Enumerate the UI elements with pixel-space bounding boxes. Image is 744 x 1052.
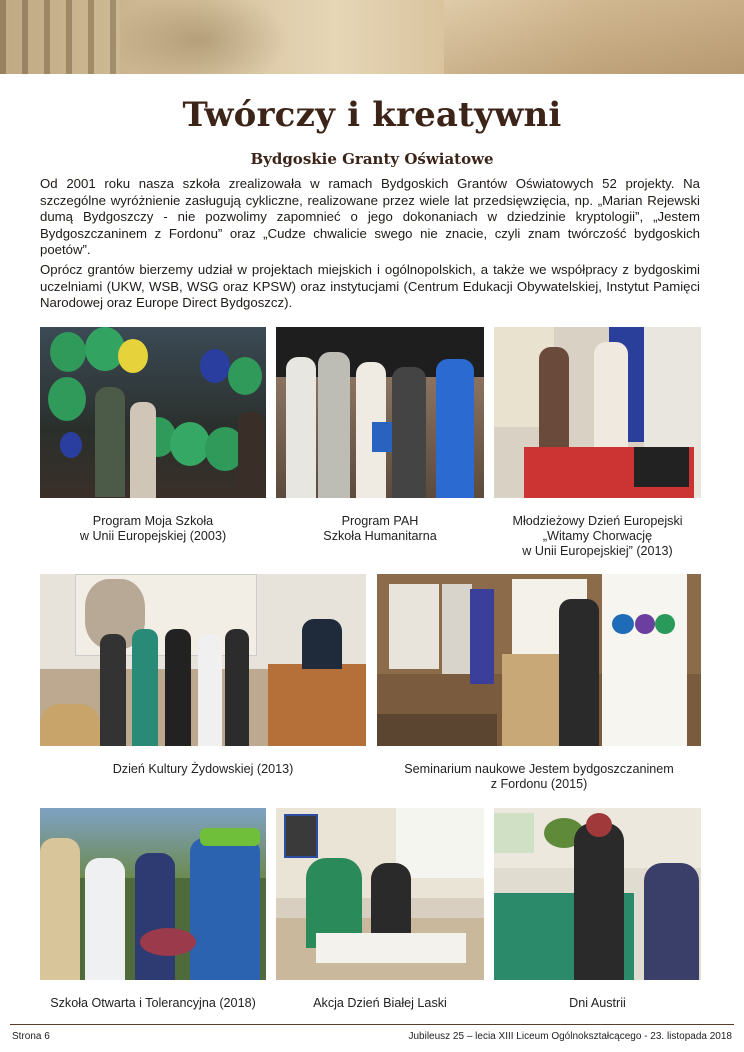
photo-szkola-otwarta xyxy=(40,808,266,980)
photo-moja-szkola xyxy=(40,327,266,498)
page-number: Strona 6 xyxy=(12,1031,50,1042)
page-title: Twórczy i kreatywni xyxy=(182,95,562,135)
photo-dni-austrii xyxy=(494,808,701,980)
footer-jubilee-text: Jubileusz 25 – lecia XIII Liceum Ogólnokształcącego - 23. listopada 2018 xyxy=(408,1031,732,1042)
header-banner-photo xyxy=(0,0,744,74)
banner-haze xyxy=(444,0,744,74)
photo-kultura-zydowska xyxy=(40,574,366,746)
photo-caption: Akcja Dzień Białej Laski xyxy=(313,996,447,1010)
photo-caption: Dni Austrii xyxy=(569,996,626,1010)
section-subtitle: Bydgoskie Granty Oświatowe xyxy=(250,150,494,168)
photo-biala-laska xyxy=(276,808,484,980)
photo-caption: Dzień Kultury Żydowskiej (2013) xyxy=(112,762,294,776)
banner-tree-image xyxy=(110,0,290,74)
photo-caption: Młodzieżowy Dzień Europejski „Witamy Chorwację w Unii Europejskiej” (2013) xyxy=(512,514,683,558)
photo-program-pah xyxy=(276,327,484,498)
banner-building-image xyxy=(0,0,120,74)
photo-caption: Szkoła Otwarta i Tolerancyjna (2018) xyxy=(50,996,256,1010)
photo-caption: Seminarium naukowe Jestem bydgoszczaninem z Fordonu (2015) xyxy=(404,762,674,791)
photo-caption: Program PAH Szkoła Humanitarna xyxy=(323,514,437,543)
photo-seminarium xyxy=(377,574,701,746)
partners-paragraph: Oprócz grantów bierzemy udział w projektach miejskich i ogólnopolskich, a także we współpracy z bydgoskimi uczelniami (UKW, WSB, WSG oraz KPSW) oraz instytucjami (Centrum Edukacji Obywatelskiej, Instytut Pamięci Narodowej oraz Europe Direct Bydgoszcz). xyxy=(40,262,700,310)
photo-dzien-europejski xyxy=(494,327,701,498)
footer-rule xyxy=(10,1024,734,1025)
intro-paragraph: Od 2001 roku nasza szkoła zrealizowała w ramach Bydgoskich Grantów Oświatowych 52 projekty. Na szczególne wyróżnienie zasługują cykliczne, realizowane przez wiele lat przedsięwzięcia, np. „Marian Rejewski dumą Bydgoszczy - nie pozwolimy zapomnieć o jego dokonaniach w dziedzinie kryptologii”, „Jestem Bydgoszczaninem z Fordonu” oraz „Cudze chwalicie swego nie znacie, czyli znam twórczość bydgoskich poetów”. xyxy=(40,176,700,257)
photo-caption: Program Moja Szkoła w Unii Europejskiej (2003) xyxy=(79,514,227,543)
